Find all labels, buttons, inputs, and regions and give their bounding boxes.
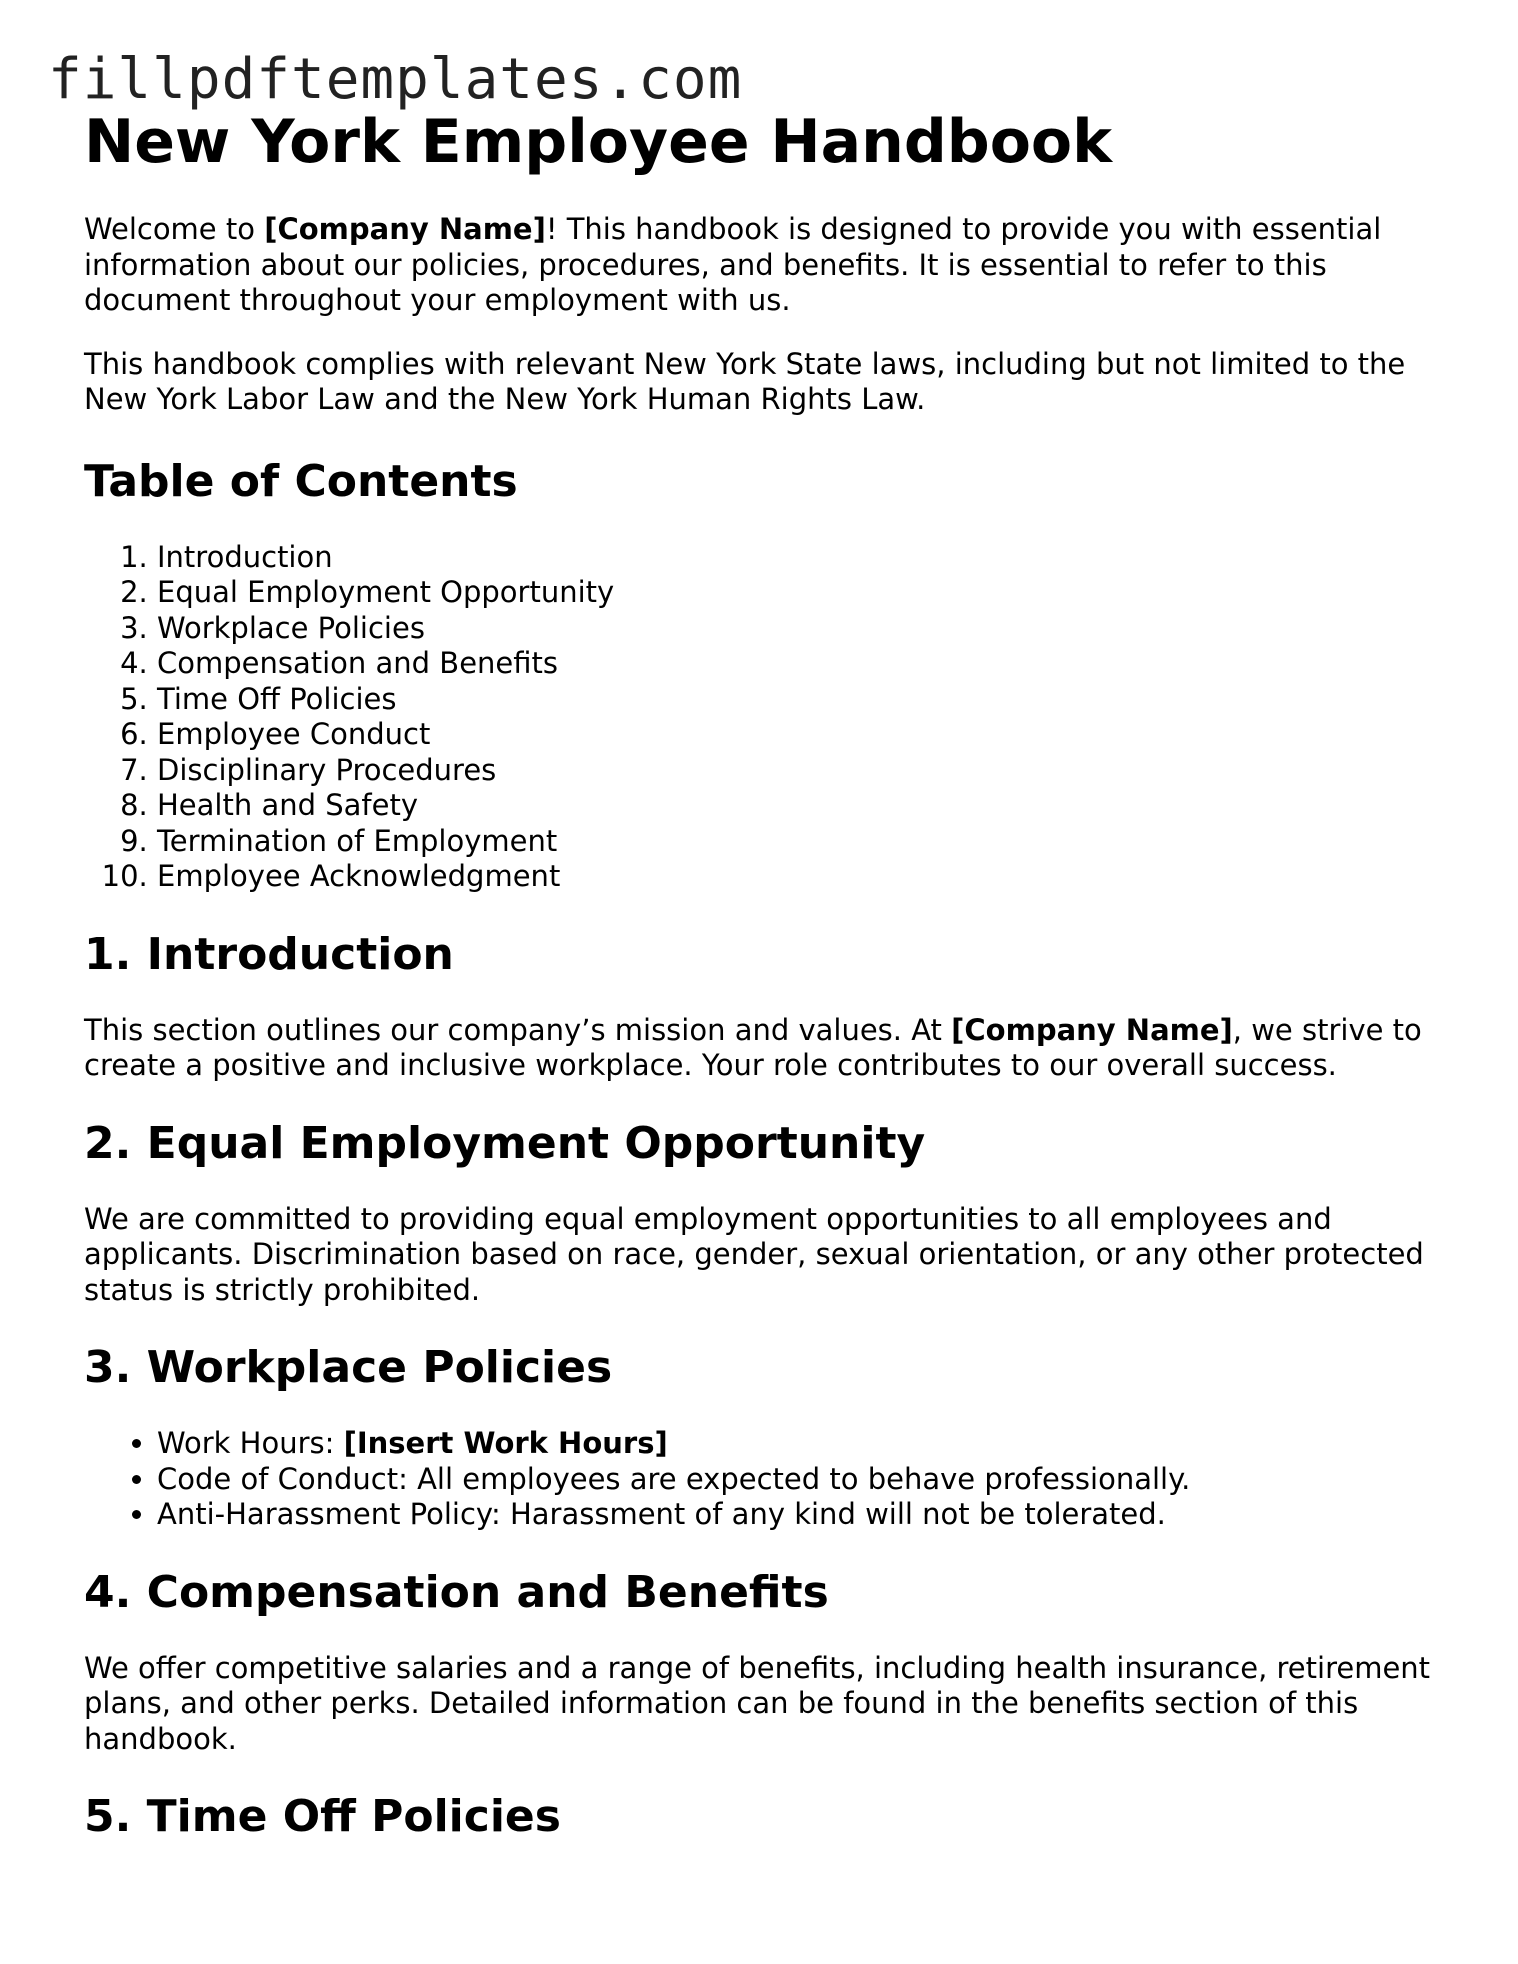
- toc-item: 8. Health and Safety: [157, 788, 1444, 824]
- list-item: [157, 1426, 1444, 1462]
- toc-item: 1. Introduction: [157, 540, 1444, 576]
- work-hours-label: Work Hours:: [157, 1426, 344, 1460]
- watermark-text: fillpdftemplates.com: [48, 47, 743, 112]
- company-name-placeholder: [Company Name]: [951, 1012, 1233, 1047]
- toc-item: 4. Compensation and Benefits: [157, 646, 1444, 682]
- document-page: [84, 100, 1444, 1875]
- workplace-policies-list: [84, 1426, 1444, 1533]
- section-introduction-text: [84, 1013, 1444, 1084]
- intro-paragraph-1: [84, 212, 1444, 319]
- section-timeoff-heading: 5. Time Off Policies: [84, 1791, 561, 1842]
- introduction-text-after: , we strive to create a positive and inclusive workplace. Your role contributes to our overall success.: [84, 1012, 1422, 1082]
- section-eeo-text: We are committed to providing equal employment opportunities to all employees and applicants. Discrimination based on race, gender, sexual orientation, or any other protected status is strictly prohibited.: [84, 1201, 1424, 1307]
- intro-paragraph-2: This handbook complies with relevant New York State laws, including but not limited to the New York Labor Law and the New York Human Rights Law.: [84, 346, 1406, 416]
- introduction-text-before: This section outlines our company’s mission and values. At: [84, 1012, 952, 1047]
- intro-text-before: Welcome to: [84, 212, 265, 246]
- section-compensation-heading: 4. Compensation and Benefits: [84, 1566, 829, 1618]
- work-hours-placeholder: [Insert Work Hours]: [343, 1426, 668, 1460]
- toc-item: 3. Workplace Policies: [157, 611, 1444, 647]
- toc-item: 10. Employee Acknowledgment: [157, 859, 1444, 895]
- section-eeo-heading: 2. Equal Employment Opportunity: [84, 1117, 926, 1169]
- section-introduction-heading: 1. Introduction: [84, 928, 454, 980]
- section-compensation-text: We offer competitive salaries and a range of benefits, including health insurance, retirement plans, and other perks. Detailed information can be found in the benefits section of this handbook.: [84, 1650, 1431, 1756]
- toc-list: [84, 540, 1444, 895]
- toc-item: 5. Time Off Policies: [157, 682, 1444, 718]
- toc-heading: Table of Contents: [84, 455, 518, 507]
- list-item: • Code of Conduct: All employees are expected to behave professionally.: [157, 1462, 1444, 1498]
- list-item: • Anti-Harassment Policy: Harassment of any kind will not be tolerated.: [157, 1497, 1444, 1533]
- section-workplace-heading: 3. Workplace Policies: [84, 1342, 613, 1393]
- toc-item: 6. Employee Conduct: [157, 717, 1444, 753]
- toc-item: 9. Termination of Employment: [157, 824, 1444, 860]
- toc-item: 7. Disciplinary Procedures: [157, 753, 1444, 789]
- company-name-placeholder: [Company Name]: [264, 212, 546, 246]
- intro-text-after: ! This handbook is designed to provide you with essential information about our policies, procedures, and benefits. It is essential to refer to this document throughout your employment with us.: [84, 212, 1382, 317]
- toc-item: 2. Equal Employment Opportunity: [157, 575, 1444, 611]
- document-title: New York Employee Handbook: [84, 107, 1113, 177]
